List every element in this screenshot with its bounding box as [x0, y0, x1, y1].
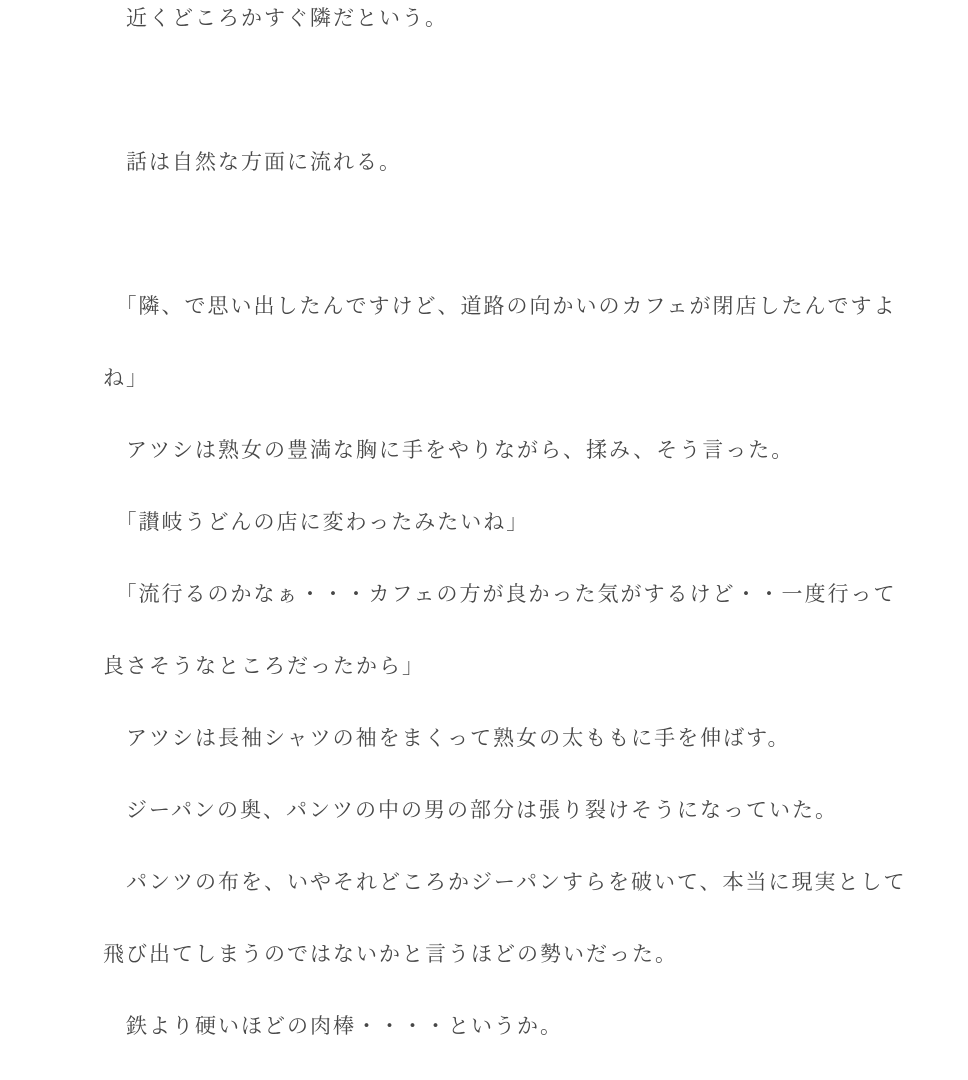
text-line: パンツの布を、いやそれどころかジーパンすらを破いて、本当に現実として — [103, 870, 907, 894]
text-line: 「流行るのかなぁ・・・カフェの方が良かった気がするけど・・一度行って — [103, 582, 897, 606]
text-line: 近くどころかすぐ隣だという。 — [103, 6, 448, 30]
text-line: 「隣、で思い出したんですけど、道路の向かいのカフェが閉店したんですよ — [103, 294, 897, 318]
text-line: 飛び出てしまうのではないかと言うほどの勢いだった。 — [103, 942, 678, 966]
text-line: ジーパンの奥、パンツの中の男の部分は張り裂けそうになっていた。 — [103, 798, 838, 822]
text-line: 話は自然な方面に流れる。 — [103, 150, 402, 174]
text-line: 「讃岐うどんの店に変わったみたいね」 — [103, 510, 530, 534]
text-line: アツシは長袖シャツの袖をまくって熟女の太ももに手を伸ばす。 — [103, 726, 791, 750]
text-line: ね」 — [103, 366, 149, 390]
text-line: 良さそうなところだったから」 — [103, 654, 425, 678]
text-line: 鉄より硬いほどの肉棒・・・・というか。 — [103, 1014, 563, 1038]
page-text — [103, 0, 913, 1062]
text-line: アツシは熟女の豊満な胸に手をやりながら、揉み、そう言った。 — [103, 438, 795, 462]
